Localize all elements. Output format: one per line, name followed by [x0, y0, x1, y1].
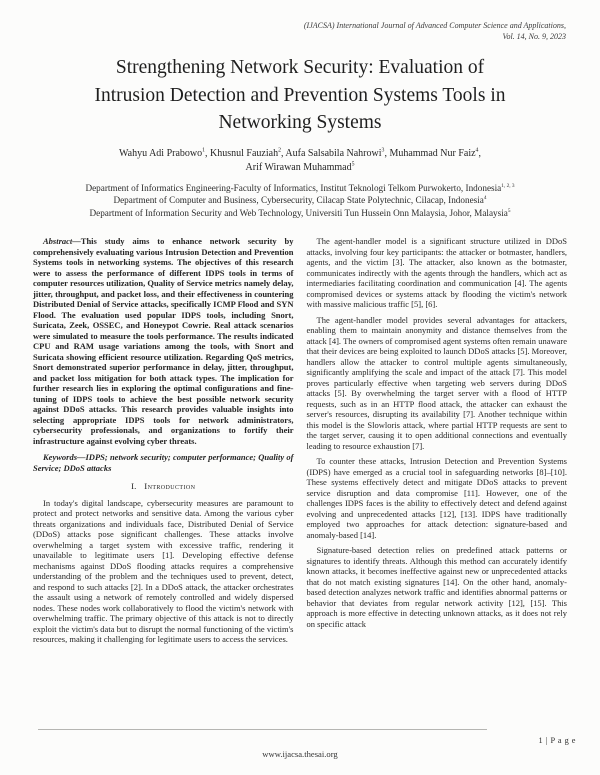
- author-affiliation-mark: 2: [278, 147, 281, 154]
- author-name: , Aufa Salsabila Nahrowi: [280, 148, 382, 159]
- author-name: , Khusnul Fauziah: [205, 148, 279, 159]
- paragraph: In today's digital landscape, cybersecurity measures are paramount to protect and protect networks and sensitive data. Among the various cyber threats organizations and individuals face, Distributed Denial of Service (DDoS) attacks pose significant challenges. These attacks involve overwhelming a target system with excessive traffic, rendering it unavailable to legitimate users [1]. Developing effective defense mechanisms against DDoS flooding attacks requires a comprehensive understanding of the problem and the techniques used to prevent, detect, and respond to such attacks [2]. In a DDoS attack, the attacker orchestrates the assault using a network of remotely controlled and widely dispersed nodes. These nodes work collaboratively to flood the victim's network with overwhelming traffic. The primary objective of this attack is not to directly exploit the victim's data but to disrupt the normal functioning of the victim's resources, making it challenging for legitimate users to access the services.: [33, 497, 294, 644]
- page-number: 1 | P a g e: [538, 736, 576, 745]
- paper-title: [40, 54, 560, 137]
- paper-title-line2: Intrusion Detection and Prevention Systems Tools in: [94, 84, 506, 106]
- journal-header-line1: (IJACSA) International Journal of Advanced Computer Science and Applications,: [303, 21, 566, 30]
- affiliation-line: [18, 207, 582, 219]
- author-name: , Muhammad Nur Faiz: [384, 148, 476, 159]
- abstract: [33, 236, 294, 446]
- journal-header: [304, 21, 566, 42]
- section-title: Introduction: [144, 481, 196, 491]
- paragraph: To counter these attacks, Intrusion Detection and Prevention Systems (IDPS) have emerged as a crucial tool in safeguarding networks [8]–[10]. These systems effectively detect and mitigate DDoS attacks to prevent service disruption and data compromise [11]. However, one of the challenges IDPS faces is the ability to effectively detect and defend against evolving and unprecedented attacks [12], [13]. IDPS have traditionally employed two approaches for attack detection: signature-based and anomaly-based [14].: [306, 456, 567, 540]
- author-separator: ,: [478, 148, 481, 159]
- paper-title-line1: Strengthening Network Security: Evaluation of: [115, 57, 485, 78]
- affiliations: [18, 182, 582, 219]
- journal-header-line2: Vol. 14, No. 9, 2023: [502, 31, 566, 41]
- affiliation-mark: 5: [507, 207, 511, 214]
- section-heading-introduction: [33, 481, 294, 492]
- affiliation-line: [18, 182, 582, 194]
- author-list: [25, 147, 575, 174]
- author-affiliation-mark: 3: [381, 147, 385, 154]
- left-column: [33, 236, 294, 727]
- right-column: [307, 236, 568, 727]
- footer-url: www.ijacsa.thesai.org: [262, 749, 338, 759]
- affiliation-text: Department of Informatics Engineering-Faculty of Informatics, Institut Teknologi Telkom Purwokerto, Indonesia: [85, 183, 502, 193]
- authors-line-1: [25, 147, 575, 161]
- keywords-label: Keywords—: [43, 452, 86, 462]
- paragraph: The agent-handler model is a significant structure utilized in DDoS attacks, involving four key participants: the attacker or botmaster, handlers, agents, and the victim [3]. The attacker, also known as the botmaster, communicates indirectly with the agents through the handlers, which act as intermediaries facilitating coordination and communication [4]. The agents compromised devices or systems attack by flooding the victim's network with massive malicious traffic [5], [6].: [306, 236, 567, 309]
- keywords-text: IDPS; network security; computer performance; Quality of Service; DDoS attacks: [33, 452, 294, 473]
- abstract-label: Abstract—: [43, 236, 81, 246]
- affiliation-mark: 4: [483, 195, 487, 202]
- keywords: [33, 452, 294, 473]
- paragraph: Signature-based detection relies on predefined attack patterns or signatures to identify threats. Although this method can accurately identify known attacks, it becomes ineffective against new or unprecedented attacks that do not match existing signatures [14]. On the other hand, anomaly-based detection analyzes network traffic and identifies abnormal patterns or behavior that deviates from regular network activity [12], [15]. This approach is more effective in detecting unknown attacks, as it does not rely on specific attack: [306, 545, 567, 629]
- paper-title-line3: Networking Systems: [218, 112, 382, 133]
- author-name: Arif Wirawan Muhammad: [245, 161, 352, 173]
- section-numeral: I.: [131, 481, 137, 491]
- paragraph: The agent-handler model provides several advantages for attackers, enabling them to maintain anonymity and distance themselves from the attack [4]. The owners of compromised agent systems often remain unaware that their devices are being exploited to launch DDoS attacks [5]. Moreover, handlers allow the attacker to control multiple agents simultaneously, significantly amplifying the scale and impact of the attack [7]. This model proves particularly effective when targeting web servers during DDoS attacks [5]. By overwhelming the target server with a flood of HTTP requests, such as in an HTTP flood attack, the attacker can exhaust the server's resources, disrupting its availability [7]. Another technique within this model is the Slowloris attack, where partial HTTP requests are sent to the target server, causing it to open additional connections and eventually leading to resource exhaustion [7].: [306, 314, 567, 451]
- affiliation-text: Department of Computer and Business, Cybersecurity, Cilacap State Polytechnic, Cilacap, Indonesia: [113, 195, 484, 206]
- abstract-text: This study aims to enhance network security by comprehensively evaluating various Intrusion Detection and Prevention Systems tools in networking systems. The objectives of this research were to assess the performance of different IDPS tools in terms of computer resources utilization, Quality of Service metrics namely delay, jitter, throughput, and packet loss, and their effectiveness in countering Distributed Denial of Service attacks, specifically ICMP Flood and SYN Flood. The evaluation used popular IDPS tools, including Snort, Suricata, Zeek, OSSEC, and Honeypot Cowrie. Real attack scenarios were simulated to measure the tools performance. The results indicated CPU and RAM usage variations among the tools, with Snort and Suricata showing efficient resource utilization. Regarding QoS metrics, Snort demonstrated superior performance in delay, jitter, throughput, and packet loss mitigation for both attack types. The implication for further research lies in exploring the optimal configurations and fine-tuning of IDPS tools to achieve the best possible network security against DDoS attacks. This research provides valuable insights into selecting appropriate IDPS tools for network administrators, cybersecurity professionals, and organizations to fortify their infrastructure against evolving cyber threats.: [33, 236, 294, 446]
- footer-divider: [38, 729, 487, 730]
- author-affiliation-mark: 4: [475, 147, 479, 154]
- affiliation-mark: 1, 2, 3: [501, 182, 515, 189]
- author-affiliation-mark: 5: [351, 161, 355, 168]
- affiliation-line: [18, 194, 582, 206]
- authors-line-2: [25, 161, 575, 175]
- affiliation-text: Department of Information Security and Web Technology, Universiti Tun Hussein Onn Malaysia, Johor, Malaysia: [89, 207, 508, 218]
- author-affiliation-mark: 1: [202, 147, 206, 154]
- article-body: [33, 236, 567, 727]
- author-name: Wahyu Adi Prabowo: [119, 148, 203, 159]
